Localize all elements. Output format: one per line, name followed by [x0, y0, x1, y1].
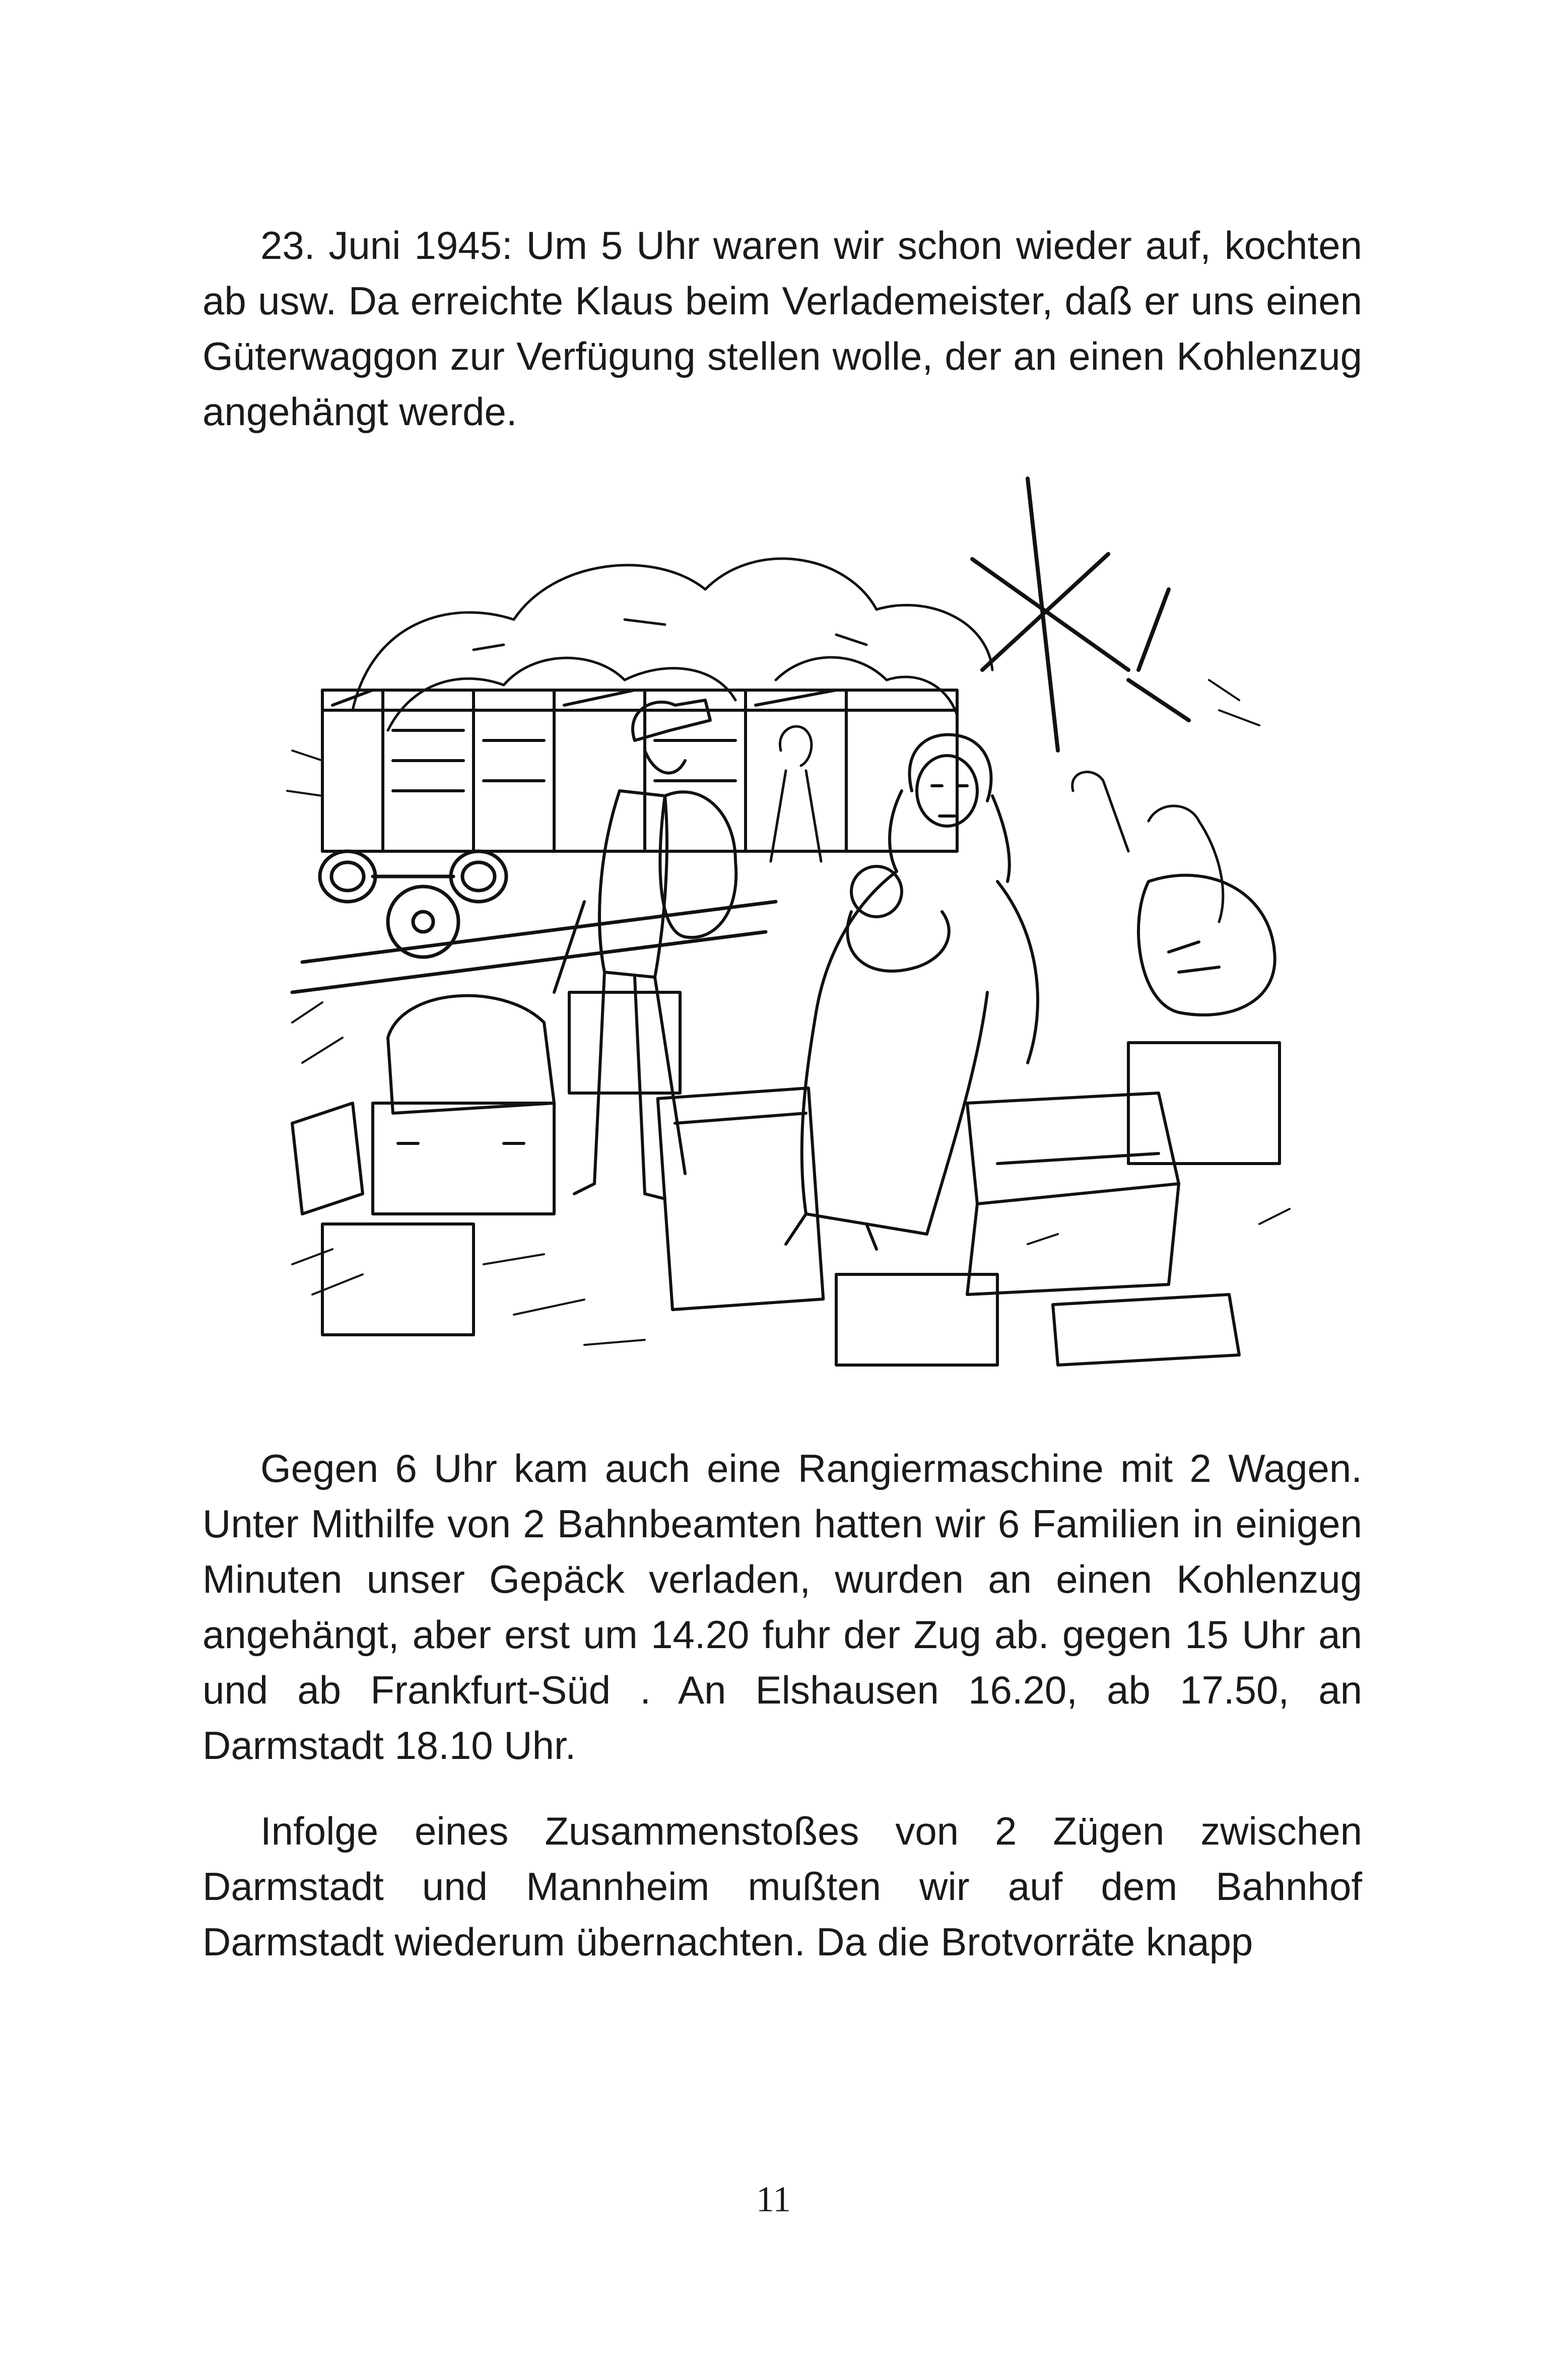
- railway-crossing-sign: [972, 479, 1189, 751]
- woman-with-baby: [786, 734, 1038, 1249]
- ground-hatching: [287, 680, 1290, 1345]
- paragraph-3: Infolge eines Zusammenstoßes von 2 Zügen zwischen Darmstadt und Mannheim mußten wir auf dem Bahnhof Darmstadt wiederum übernachten. Da die Brotvorräte knapp: [203, 1809, 1362, 1964]
- page-number: 11: [756, 2179, 791, 2219]
- ink-illustration-refugees-at-freight-train: [272, 468, 1310, 1375]
- wagon-buffers-wheels: [292, 851, 776, 992]
- paragraph-1: 23. Juni 1945: Um 5 Uhr waren wir schon wieder auf, kochten ab usw. Da erreichte Klaus beim Verlademeister, daß er uns einen Güterwaggon zur Verfügung stellen wolle, der an einen Kohlenzug angehängt werde.: [203, 223, 1362, 434]
- paragraph-2: Gegen 6 Uhr kam auch eine Rangiermaschine mit 2 Wagen. Unter Mithilfe von 2 Bahnbeamten hatten wir 6 Familien in einigen Minuten unser Gepäck verladen, wurden an einen Kohlenzug angehängt, aber erst um 14.20 fuhr der Zug ab. gegen 15 Uhr an und ab Frankfurt-Süd . An Elshausen 16.20, ab 17.50, an Darmstadt 18.10 Uhr.: [203, 1446, 1362, 1767]
- luggage-pile: [292, 875, 1280, 1365]
- background-people: [771, 726, 1223, 922]
- freight-wagon: [322, 690, 957, 851]
